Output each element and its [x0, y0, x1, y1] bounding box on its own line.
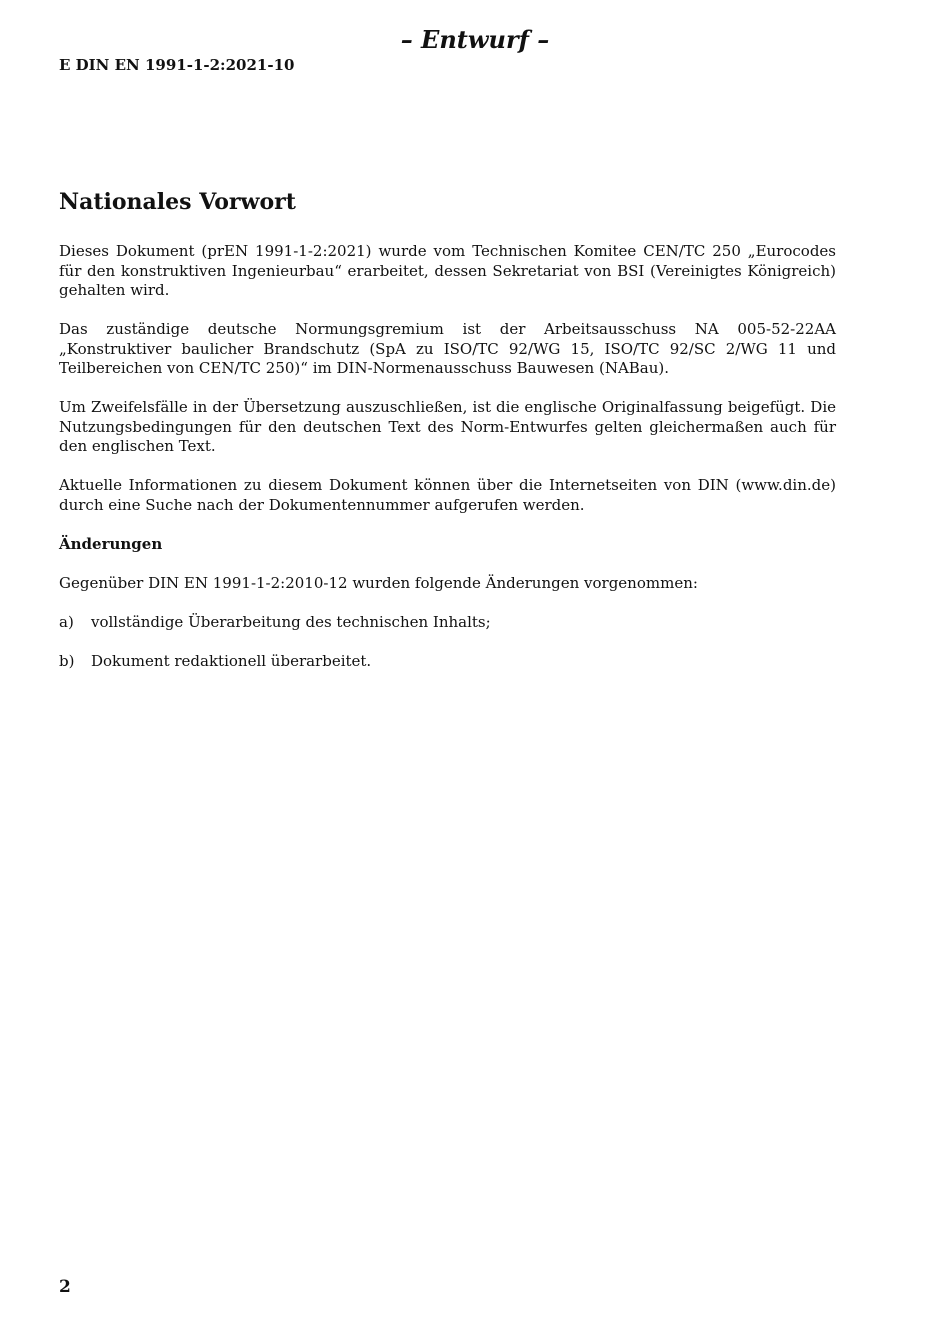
- paragraph-translation: Um Zweifelsfälle in der Übersetzung auszuschließen, ist die englische Originalfassung beigefügt. Die Nutzungsbedingungen für den deutschen Text des Norm-Entwurfes gelten gleichermaßen auch für den englischen Text.: [59, 398, 836, 455]
- paragraph-standards-body: Das zuständige deutsche Normungsgremium ist der Arbeitsausschuss NA 005-52-22AA „Konstruktiver baulicher Brandschutz (SpA zu ISO/TC 92/WG 15, ISO/TC 92/SC 2/WG 11 und Teilbereichen von CEN/TC 250)“ im DIN-Normenausschuss Bauwesen (NABau).: [59, 320, 836, 377]
- section-title: Nationales Vorwort: [59, 189, 296, 215]
- list-marker: a): [59, 612, 74, 631]
- list-item: [59, 613, 836, 633]
- list-item: [59, 652, 836, 672]
- paragraph-information: Aktuelle Informationen zu diesem Dokument können über die Internetseiten von DIN (www.din.de) durch eine Suche nach der Dokumentennummer aufgerufen werden.: [59, 476, 836, 514]
- list-marker: b): [59, 651, 75, 670]
- draft-banner: – Entwurf –: [400, 25, 550, 54]
- foreword-section: [59, 186, 836, 671]
- paragraph-committee: Dieses Dokument (prEN 1991-1-2:2021) wurde vom Technischen Komitee CEN/TC 250 „Eurocodes für den konstruktiven Ingenieurbau“ erarbeitet, dessen Sekretariat von BSI (Vereinigtes Königreich) gehalten wird.: [59, 242, 836, 299]
- changes-intro: Gegenüber DIN EN 1991-1-2:2010-12 wurden folgende Änderungen vorgenommen:: [59, 573, 698, 592]
- list-item-text: Dokument redaktionell überarbeitet.: [91, 651, 372, 670]
- page-number: 2: [59, 1277, 71, 1297]
- changes-heading: Änderungen: [59, 534, 163, 553]
- document-id: E DIN EN 1991-1-2:2021-10: [59, 56, 295, 74]
- list-item-text: vollständige Überarbeitung des technischen Inhalts;: [91, 612, 491, 631]
